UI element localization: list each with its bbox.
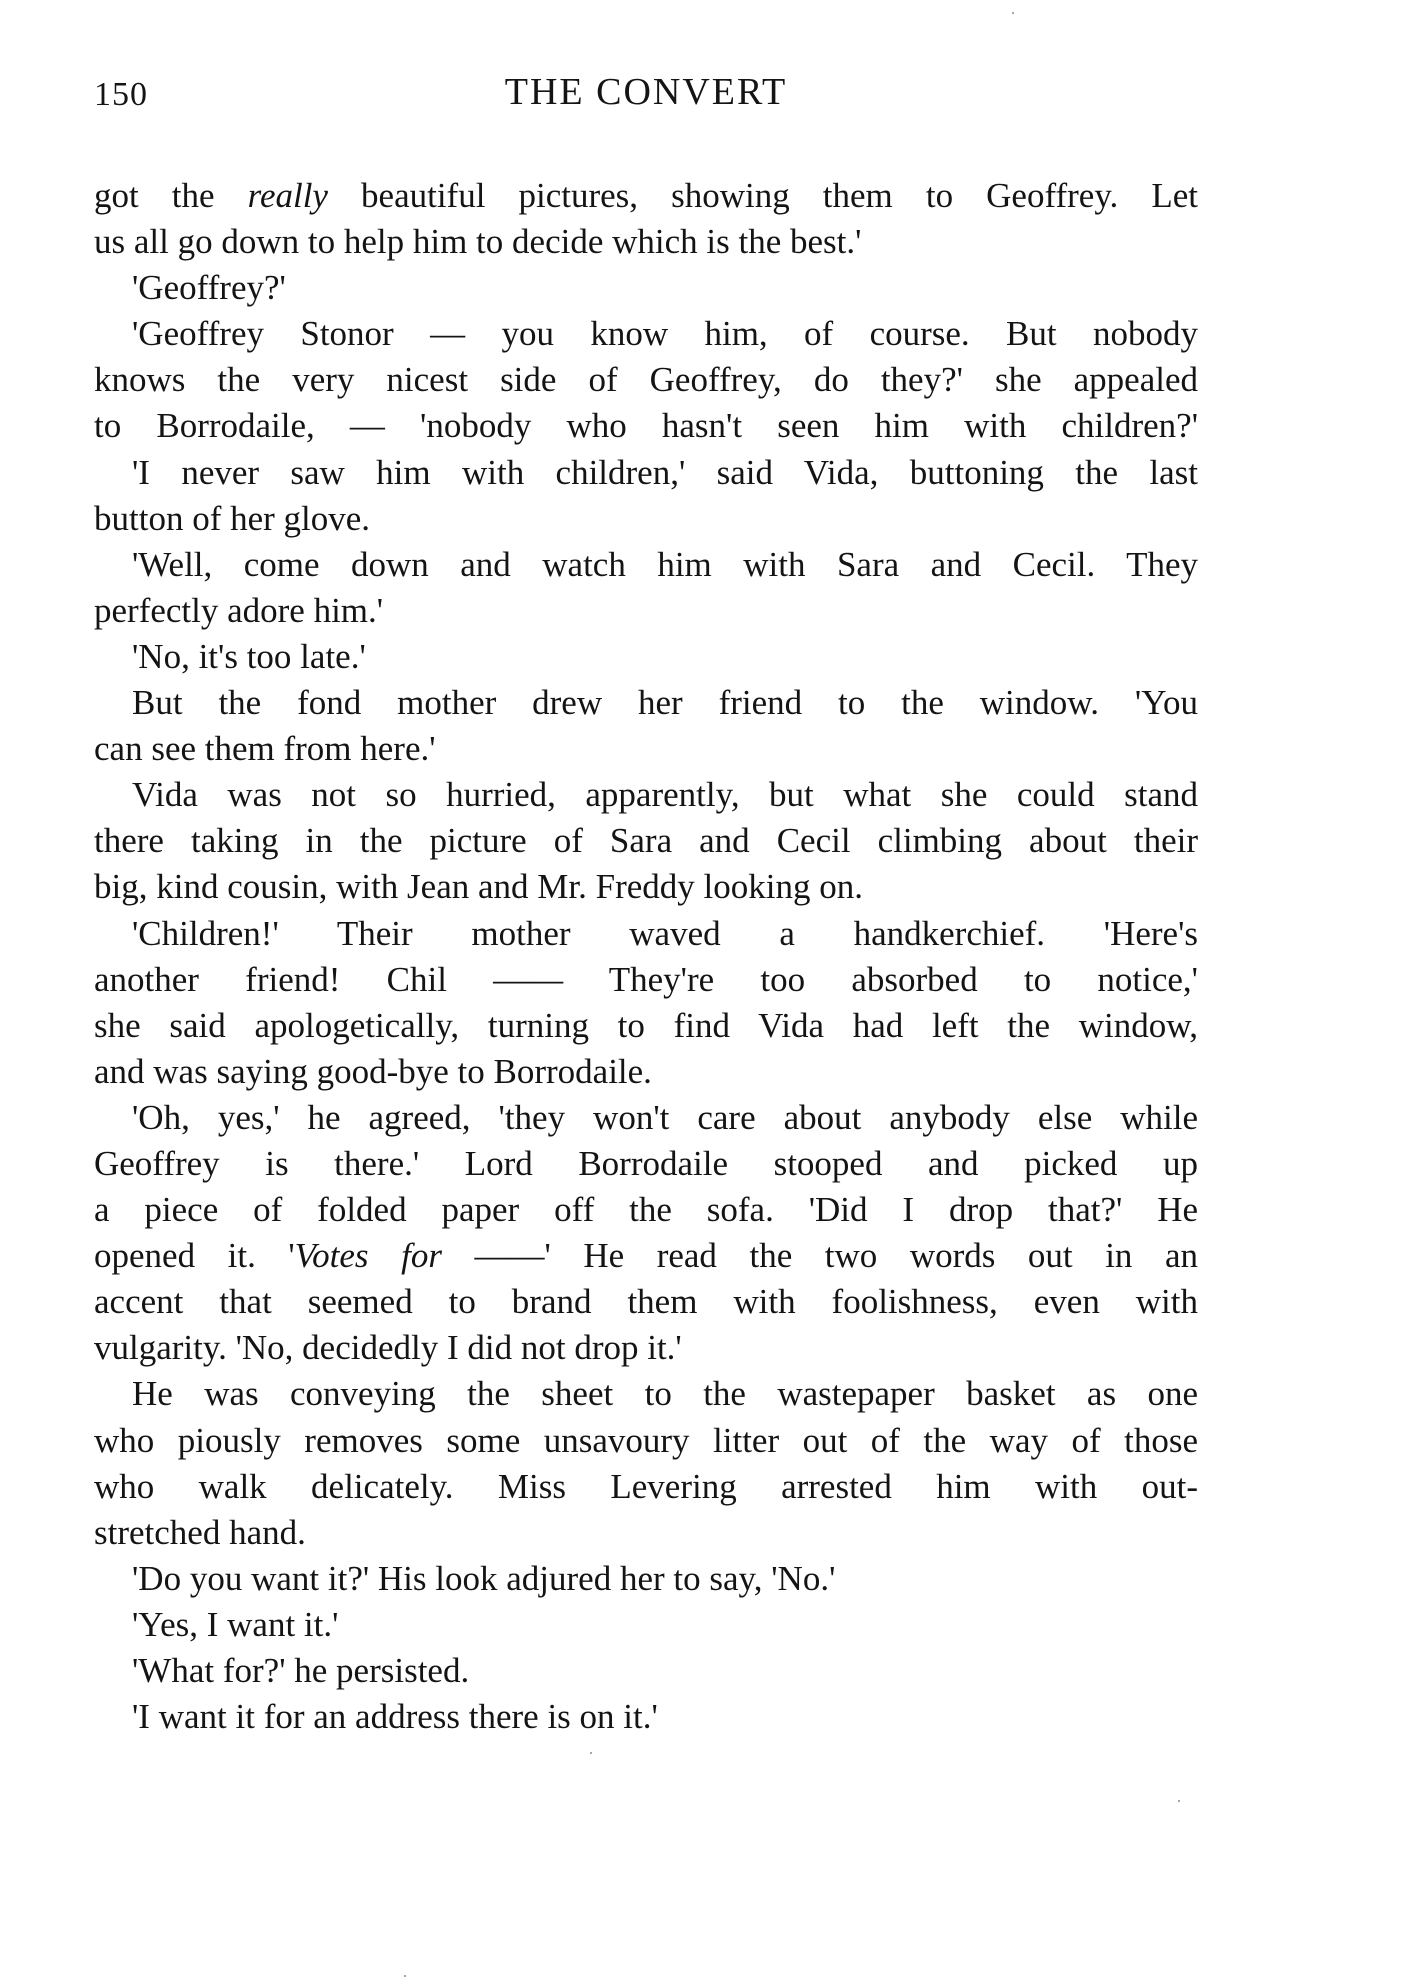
text-line: who walk delicately. Miss Levering arrested him with out-: [94, 1466, 1198, 1506]
text-line: who piously removes some unsavoury litter out of the way of those: [94, 1420, 1198, 1460]
running-title: THE CONVERT: [504, 71, 788, 113]
text-line: another friend! Chil —— They're too absorbed to notice,': [94, 959, 1198, 999]
text-line: and was saying good-bye to Borrodaile.: [94, 1051, 652, 1091]
paper-speck: [590, 1752, 592, 1754]
text-line: [94, 173, 1198, 219]
text-line: to Borrodaile, — 'nobody who hasn't seen him with children?': [94, 406, 1198, 446]
page-number: 150: [94, 76, 148, 113]
text-line: stretched hand.: [94, 1512, 306, 1552]
paper-speck: [1012, 12, 1014, 14]
text-line: 'I never saw him with children,' said Vida, buttoning the last: [132, 452, 1198, 492]
line-text: opened it. ': [94, 1236, 295, 1276]
text-line: [94, 1233, 1198, 1279]
text-line: a piece of folded paper off the sofa. 'Did I drop that?' He: [94, 1190, 1198, 1230]
emphasized-text: Votes for: [294, 1236, 442, 1276]
text-line: 'Children!' Their mother waved a handkerchief. 'Here's: [132, 913, 1198, 953]
line-text: got the: [94, 176, 248, 215]
text-line: us all go down to help him to decide which is the best.': [94, 222, 862, 262]
body-text: [94, 173, 1198, 1740]
text-line: big, kind cousin, with Jean and Mr. Freddy looking on.: [94, 867, 863, 907]
text-line: 'No, it's too late.': [132, 636, 366, 676]
emphasized-text: really: [247, 176, 328, 215]
page-header: [94, 70, 1198, 126]
paper-speck: [1178, 1800, 1180, 1802]
text-line: 'Yes, I want it.': [132, 1604, 339, 1644]
text-line: 'Oh, yes,' he agreed, 'they won't care about anybody else while: [132, 1097, 1198, 1137]
text-line: 'Geoffrey Stonor — you know him, of course. But nobody: [132, 314, 1198, 354]
text-line: But the fond mother drew her friend to the window. 'You: [132, 683, 1198, 723]
text-line: she said apologetically, turning to find Vida had left the window,: [94, 1005, 1198, 1045]
text-line: perfectly adore him.': [94, 590, 384, 630]
line-text: beautiful pictures, showing them to Geoffrey. Let: [327, 176, 1199, 215]
text-line: He was conveying the sheet to the wastepaper basket as one: [132, 1374, 1198, 1414]
text-line: 'Do you want it?' His look adjured her to say, 'No.': [132, 1558, 836, 1598]
text-line: 'Geoffrey?': [132, 268, 286, 308]
text-line: 'Well, come down and watch him with Sara and Cecil. They: [132, 544, 1198, 584]
text-line: 'I want it for an address there is on it.': [132, 1697, 658, 1737]
text-line: can see them from here.': [94, 729, 436, 769]
paper-speck: [404, 1975, 406, 1977]
text-line: Vida was not so hurried, apparently, but what she could stand: [132, 775, 1198, 815]
text-line: knows the very nicest side of Geoffrey, do they?' she appealed: [94, 360, 1198, 400]
text-line: vulgarity. 'No, decidedly I did not drop it.': [94, 1328, 682, 1368]
line-text: ——' He read the two words out in an: [441, 1236, 1198, 1276]
text-line: accent that seemed to brand them with foolishness, even with: [94, 1282, 1198, 1322]
text-line: Geoffrey is there.' Lord Borrodaile stooped and picked up: [94, 1143, 1198, 1183]
text-line: button of her glove.: [94, 498, 371, 538]
text-line: there taking in the picture of Sara and Cecil climbing about their: [94, 821, 1198, 861]
text-line: 'What for?' he persisted.: [132, 1651, 470, 1690]
